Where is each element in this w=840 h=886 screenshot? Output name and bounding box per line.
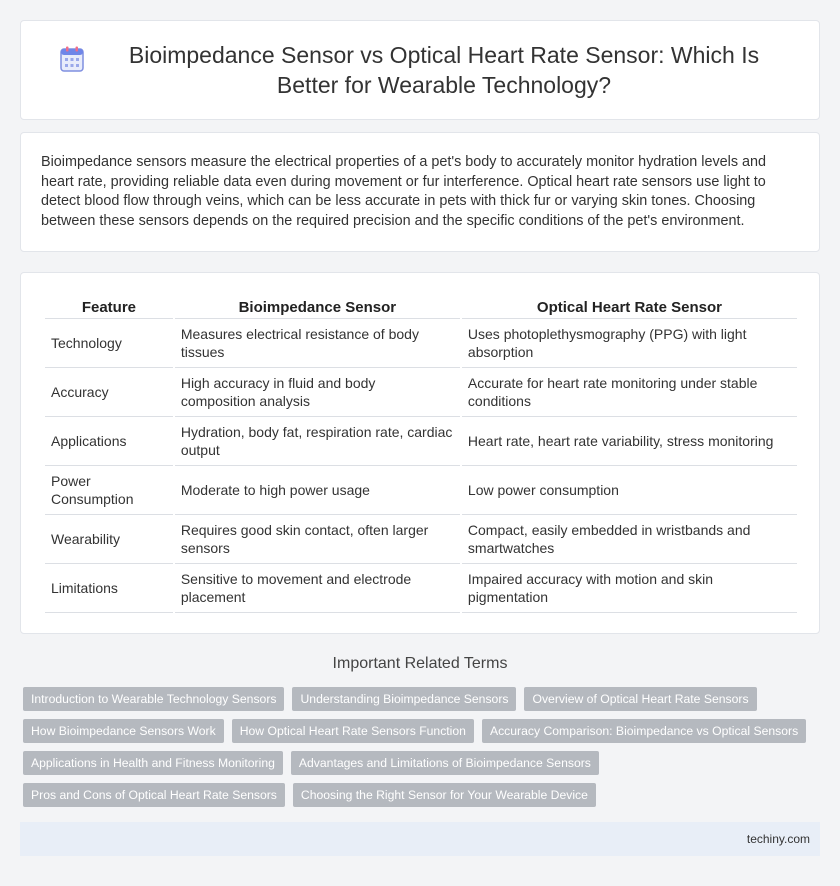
comparison-table — [43, 295, 799, 613]
table-row — [45, 515, 797, 564]
table-cell: Power Consumption — [45, 466, 173, 515]
table-cell: High accuracy in fluid and body composition analysis — [175, 368, 460, 417]
calendar-icon — [60, 46, 84, 72]
related-term-tag[interactable]: Understanding Bioimpedance Sensors — [292, 687, 516, 711]
table-cell: Impaired accuracy with motion and skin pigmentation — [462, 564, 797, 613]
table-row — [45, 466, 797, 515]
table-cell: Accuracy — [45, 368, 173, 417]
table-row — [45, 368, 797, 417]
table-cell: Heart rate, heart rate variability, stress monitoring — [462, 417, 797, 466]
table-row — [45, 564, 797, 613]
footer — [20, 822, 820, 856]
footer-site-link[interactable]: techiny.com — [746, 832, 810, 846]
table-row — [45, 319, 797, 368]
related-term-tag[interactable]: Introduction to Wearable Technology Sensors — [23, 687, 284, 711]
intro-card — [20, 132, 820, 252]
table-cell: Moderate to high power usage — [175, 466, 460, 515]
related-term-tag[interactable]: Advantages and Limitations of Bioimpedance Sensors — [291, 751, 599, 775]
table-header-row — [45, 295, 797, 319]
table-cell: Applications — [45, 417, 173, 466]
related-term-tag[interactable]: How Bioimpedance Sensors Work — [23, 719, 224, 743]
table-cell: Limitations — [45, 564, 173, 613]
related-term-tag[interactable]: Choosing the Right Sensor for Your Wearable Device — [293, 783, 596, 807]
table-cell: Compact, easily embedded in wristbands and smartwatches — [462, 515, 797, 564]
column-header: Bioimpedance Sensor — [175, 295, 460, 319]
related-terms-list — [23, 687, 823, 815]
table-cell: Requires good skin contact, often larger sensors — [175, 515, 460, 564]
related-term-tag[interactable]: Accuracy Comparison: Bioimpedance vs Optical Sensors — [482, 719, 806, 743]
column-header: Feature — [45, 295, 173, 319]
table-cell: Accurate for heart rate monitoring under stable conditions — [462, 368, 797, 417]
related-term-tag[interactable]: How Optical Heart Rate Sensors Function — [232, 719, 474, 743]
comparison-card — [20, 272, 820, 634]
table-cell: Sensitive to movement and electrode placement — [175, 564, 460, 613]
intro-paragraph: Bioimpedance sensors measure the electrical properties of a pet's body to accurately monitor hydration levels and heart rate, providing reliable data even during movement or fur interference. Optical heart rate sensors use light to detect blood flow through veins, which can be less accurate in pets with thick fur or varying skin tones. Choosing between these sensors depends on the required precision and the specific conditions of the pet's environment. — [41, 154, 767, 229]
related-term-tag[interactable]: Applications in Health and Fitness Monitoring — [23, 751, 283, 775]
tag-row — [23, 751, 823, 775]
table-row — [45, 417, 797, 466]
tag-row — [23, 719, 823, 743]
related-terms-title: Important Related Terms — [332, 655, 508, 672]
page-title: Bioimpedance Sensor vs Optical Heart Rate Sensor: Which Is Better for Wearable Technology? — [128, 42, 760, 98]
column-header: Optical Heart Rate Sensor — [462, 295, 797, 319]
related-term-tag[interactable]: Pros and Cons of Optical Heart Rate Sensors — [23, 783, 285, 807]
table-cell: Technology — [45, 319, 173, 368]
table-cell: Wearability — [45, 515, 173, 564]
title-card — [20, 20, 820, 120]
table-cell: Uses photoplethysmography (PPG) with light absorption — [462, 319, 797, 368]
table-cell: Low power consumption — [462, 466, 797, 515]
tag-row — [23, 687, 823, 711]
table-cell: Hydration, body fat, respiration rate, cardiac output — [175, 417, 460, 466]
related-term-tag[interactable]: Overview of Optical Heart Rate Sensors — [524, 687, 756, 711]
table-cell: Measures electrical resistance of body tissues — [175, 319, 460, 368]
tag-row — [23, 783, 823, 807]
